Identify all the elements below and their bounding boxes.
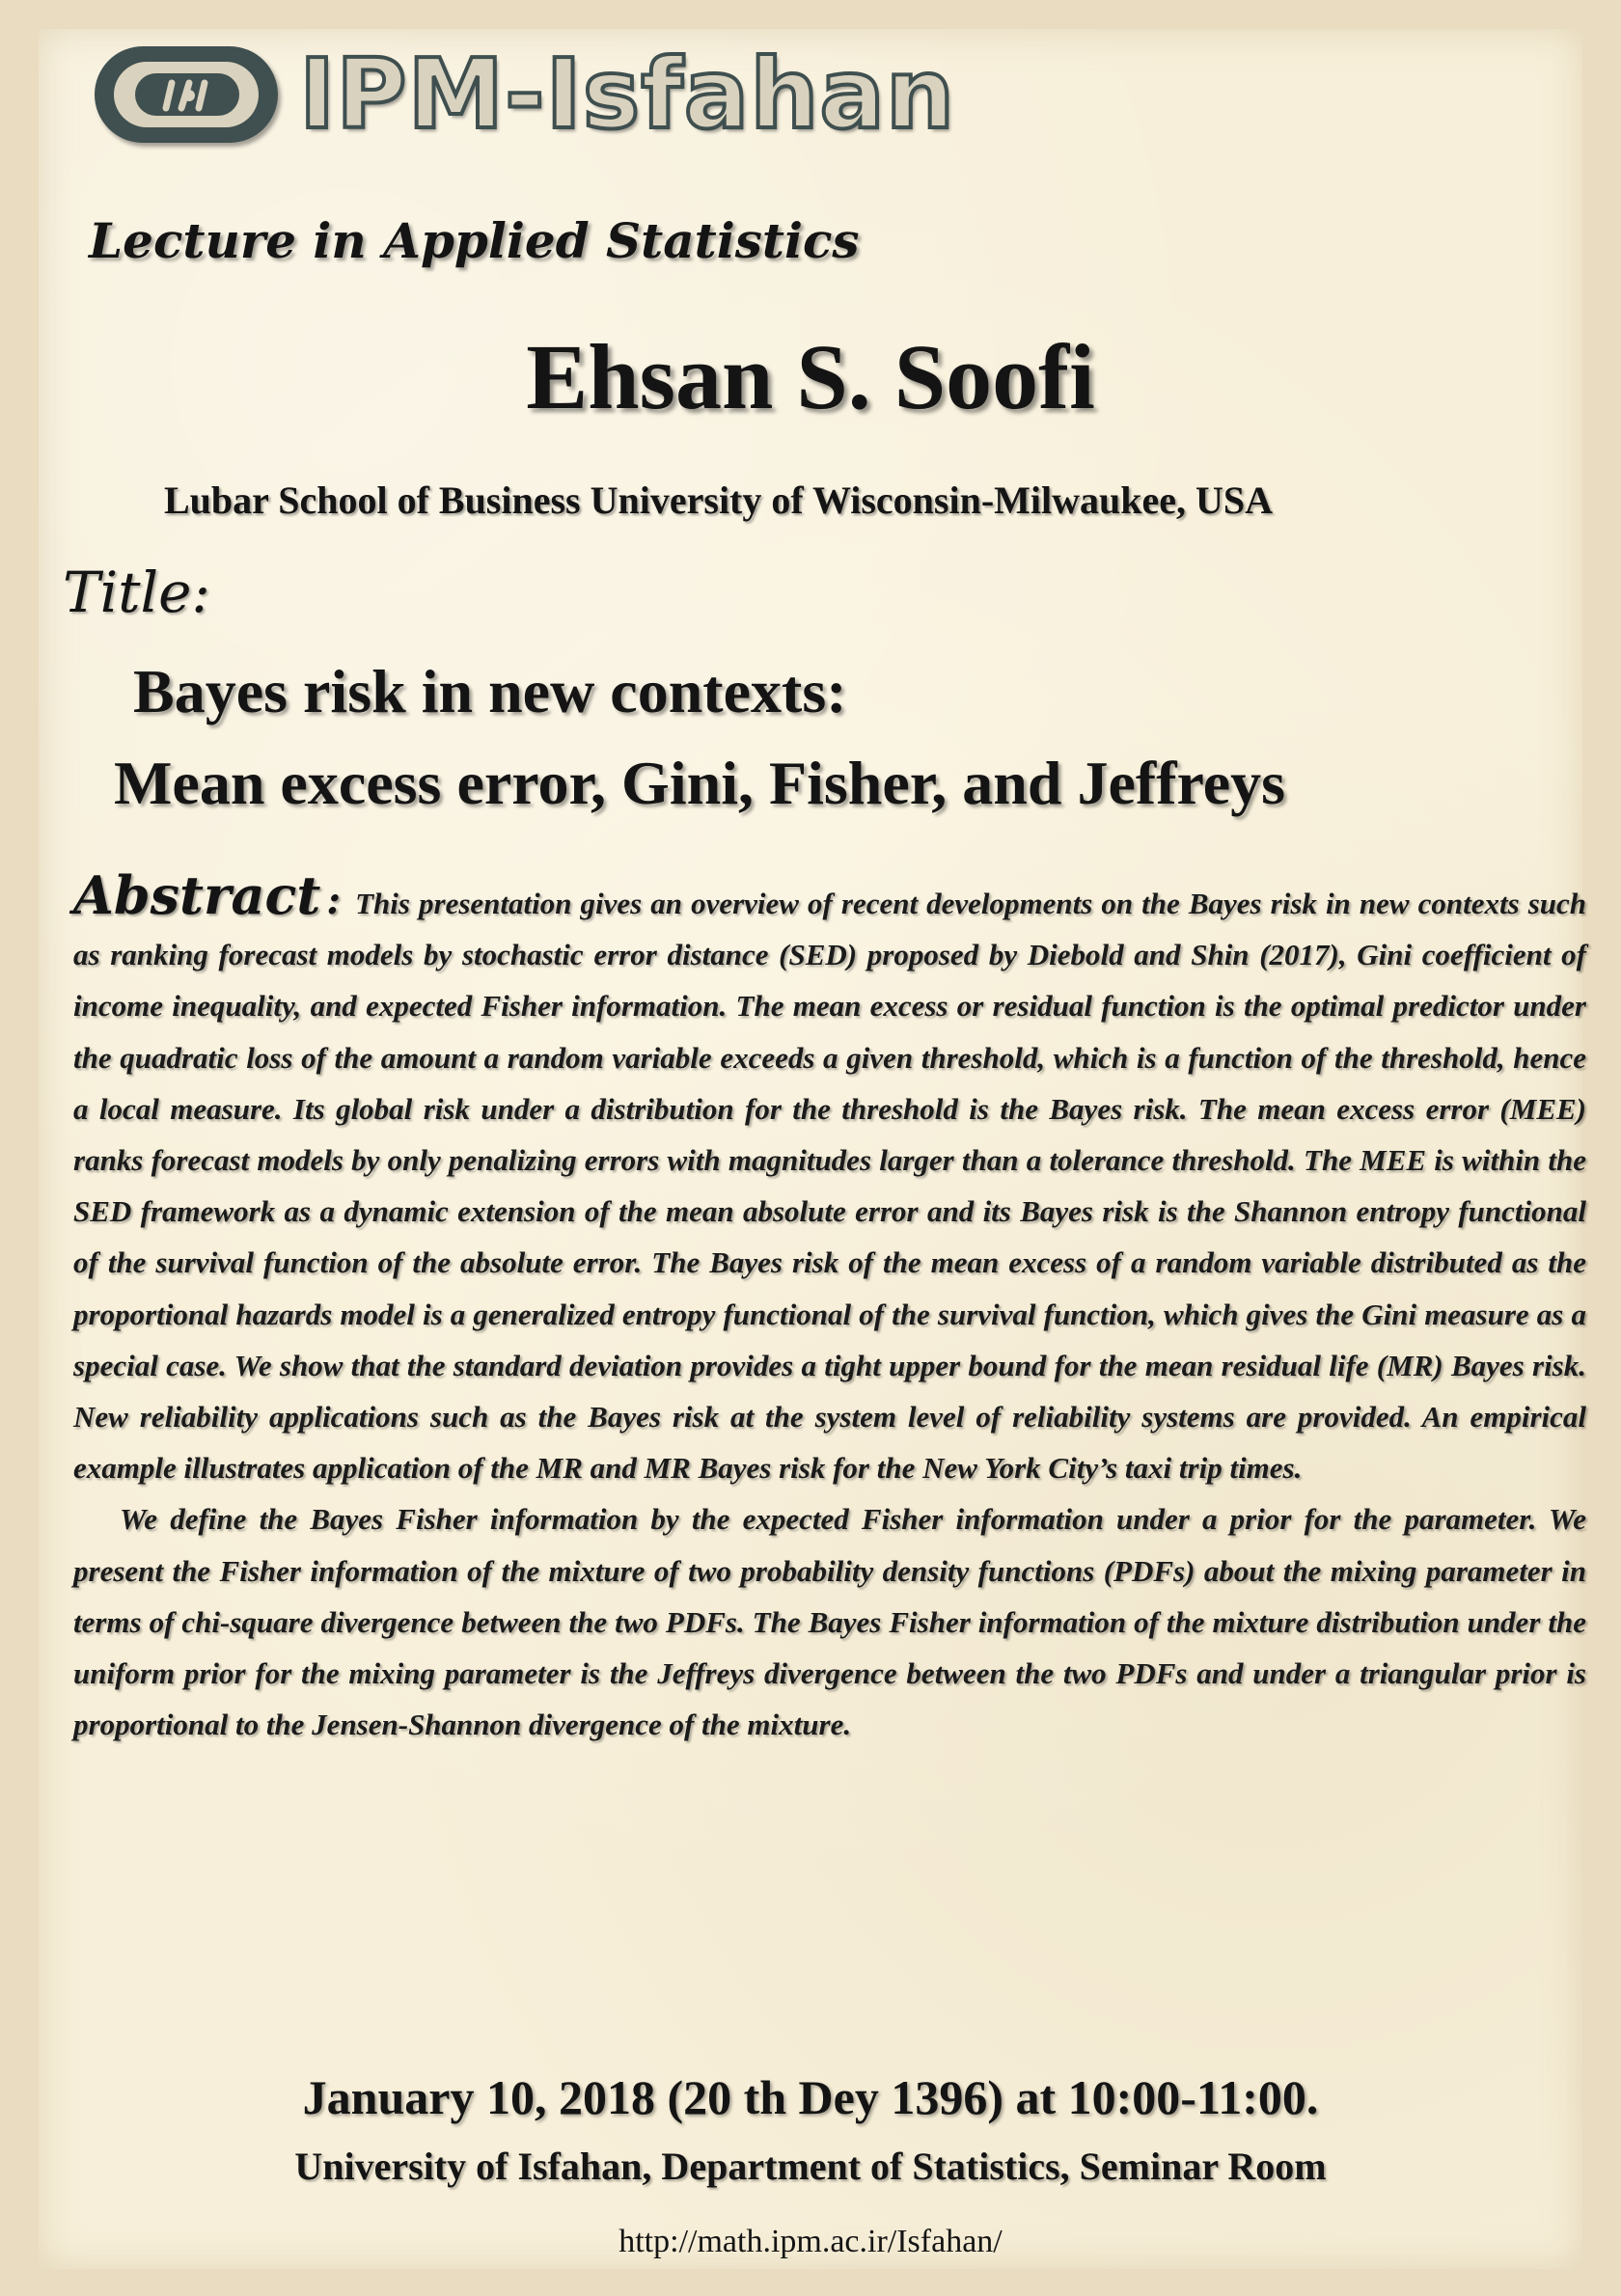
abstract-paragraph-2: We define the Bayes Fisher information by the expected Fisher information under a prior for the parameter. We present the Fisher information of the mixture of two probability density functions (PDFs) about the mixing parameter in terms of chi-square divergence between the two PDFs. The Bayes Fisher information of the mixture distribution under the uniform prior for the mixing parameter is the Jeffreys divergence between the two PDFs and under a triangular prior is proportional to the Jensen-Shannon divergence of the mixture. xyxy=(73,1502,1586,1742)
talk-title-line-2: Mean excess error, Gini, Fisher, and Jeffreys xyxy=(114,749,1286,817)
ipm-logo xyxy=(85,37,955,152)
title-label: Title: xyxy=(63,560,210,625)
speaker-name: Ehsan S. Soofi xyxy=(526,325,1095,428)
lecture-heading: Lecture in Applied Statistics xyxy=(89,212,860,269)
poster-paper xyxy=(39,29,1586,2269)
event-date: January 10, 2018 (20 th Dey 1396) at 10:00-11:00. xyxy=(302,2070,1319,2124)
logo-text: IPM-Isfahan xyxy=(299,38,956,150)
footer-url[interactable]: http://math.ipm.ac.ir/Isfahan/ xyxy=(618,2224,1003,2259)
speaker-affiliation: Lubar School of Business University of Wisconsin-Milwaukee, USA xyxy=(164,478,1274,522)
abstract-label: Abstract xyxy=(73,864,321,926)
talk-title-line-1: Bayes risk in new contexts: xyxy=(133,657,847,725)
event-venue: University of Isfahan, Department of Statistics, Seminar Room xyxy=(294,2145,1327,2188)
abstract-paragraph-1: This presentation gives an overview of recent developments on the Bayes risk in new contexts such as ranking forecast models by stochastic error distance (SED) proposed by Diebold and Shin (2017), Gini coefficient of income inequality, and expected Fisher information. The mean excess or residual function is the optimal predictor under the quadratic loss of the amount a random variable exceeds a given threshold, which is a function of the threshold, hence a local measure. Its global risk under a distribution for the threshold is the Bayes risk. The mean excess error (MEE) ranks forecast models by only penalizing errors with magnitudes larger than a tolerance threshold. The MEE is within the SED framework as a dynamic extension of the mean absolute error and its Bayes risk is the Shannon entropy functional of the survival function of the absolute error. The Bayes risk of the mean excess of a random variable distributed as the proportional hazards model is a generalized entropy functional of the survival function, which gives the Gini measure as a special case. We show that the standard deviation provides a tight upper bound for the mean residual life (MR) Bayes risk. New reliability applications such as the Bayes risk at the system level of reliability systems are provided. An empirical example illustrates application of the MR and MR Bayes risk for the New York City’s taxi trip times. xyxy=(73,887,1586,1486)
abstract xyxy=(73,864,1586,1750)
abstract-label-colon: : xyxy=(326,878,342,923)
abstract-paragraph-1-block xyxy=(73,864,1586,1493)
ipm-logo-icon xyxy=(85,37,288,152)
